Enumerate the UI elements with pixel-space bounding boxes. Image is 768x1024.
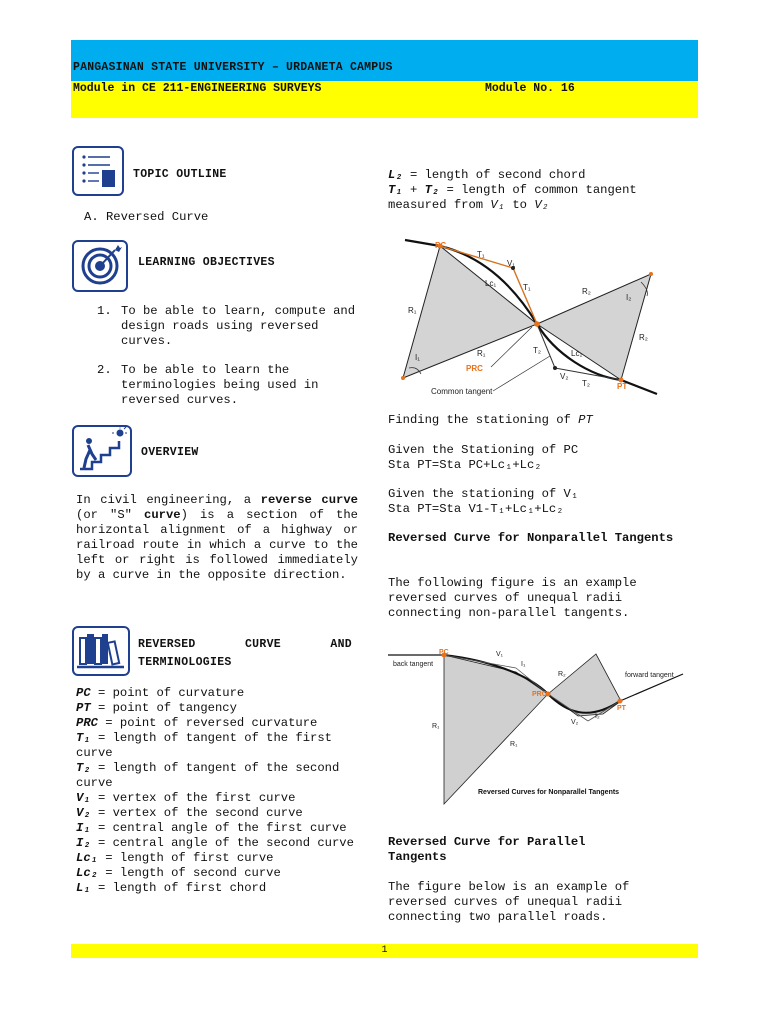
svg-text:R₁: R₁ [432, 723, 440, 730]
definition-item: V₂ = vertex of the second curve [76, 806, 303, 820]
formula-v1: Sta PT=Sta V1-T₁+Lc₁+Lc₂ [388, 502, 564, 516]
fig1-label: PC [435, 241, 447, 250]
overview-paragraph [76, 493, 358, 583]
definition-item: PRC = point of reversed curvature [76, 716, 318, 730]
definition-item: PC = point of curvature [76, 686, 245, 700]
definition-item: PT = point of tangency [76, 701, 237, 715]
definition-item: L₁ = length of first chord [76, 881, 267, 895]
definition-item: Lc₁ = length of first curve [76, 851, 274, 865]
learning-objectives-title: LEARNING OBJECTIVES [138, 256, 275, 269]
svg-text:Reversed Curves for Nonparalle: Reversed Curves for Nonparallel Tangents [478, 789, 620, 796]
overview-title: OVERVIEW [141, 446, 199, 459]
svg-text:back tangent: back tangent [393, 661, 434, 668]
books-icon [72, 626, 130, 676]
nonparallel-heading: Reversed Curve for Nonparallel Tangents [388, 531, 674, 545]
def: = length of second chord [402, 168, 586, 182]
definition-item: V₁ = vertex of the first curve [76, 791, 296, 805]
module-number: Module No. 16 [485, 82, 575, 95]
nonparallel-text: The following figure is an example reversed curves of unequal radii connecting non-parallel tangents. [388, 576, 637, 620]
title-word: REVERSED [138, 638, 196, 651]
definition-item: T₂ = length of tangent of the second curve [76, 761, 340, 790]
definition-item: I₂ = central angle of the second curve [76, 836, 354, 850]
svg-text:I₁: I₁ [415, 353, 420, 362]
svg-text:PC: PC [439, 649, 449, 656]
parallel-heading: Reversed Curve for Parallel Tangents [388, 835, 586, 864]
finding-stationing: Finding the stationing of PT [388, 413, 593, 427]
definitions-list [76, 686, 358, 896]
svg-text:I₂: I₂ [626, 293, 632, 302]
given-v1: Given the stationing of V₁ [388, 487, 579, 501]
page-number: 1 [381, 945, 388, 956]
footer-band [71, 944, 698, 958]
target-icon [72, 240, 128, 292]
svg-text:R₁: R₁ [477, 349, 486, 358]
outline-icon [72, 146, 124, 196]
svg-text:R₁: R₁ [510, 741, 518, 748]
svg-text:R₂: R₂ [582, 287, 591, 296]
reversed-curve-diagram [395, 236, 665, 400]
objective-num: 2. [97, 363, 112, 377]
formula-pc: Sta PT=Sta PC+Lc₁+Lc₂ [388, 458, 542, 472]
topic-outline-item: A. Reversed Curve [84, 210, 209, 224]
overview-text: ) is a section of the horizontal alignment of a highway or railroad route in which a curve to the left or right is followed immediately by a curve in the opposite direction. [76, 508, 358, 582]
common-tangent-definition: T₁ + T₂ = length of common tangent measured from V₁ to V₂ [388, 183, 637, 212]
overview-text: In civil engineering, a [76, 493, 252, 507]
definition-item: I₁ = central angle of the first curve [76, 821, 347, 835]
svg-text:Lc₂: Lc₂ [571, 349, 583, 358]
svg-text:R₂: R₂ [558, 671, 566, 678]
term: L₂ [388, 168, 403, 182]
definition-item: Lc₂ = length of second curve [76, 866, 281, 880]
svg-text:I₁: I₁ [521, 661, 526, 668]
svg-text:V₁: V₁ [496, 651, 504, 658]
objective-2 [97, 363, 357, 408]
parallel-text: The figure below is an example of reversed curves of unequal radii connecting two parallel roads. [388, 880, 630, 924]
svg-text:T₂: T₂ [582, 379, 590, 388]
svg-text:forward tangent: forward tangent [625, 672, 674, 679]
l2-definition [388, 168, 688, 183]
svg-text:T₁: T₁ [477, 250, 485, 259]
svg-text:T₁: T₁ [523, 283, 531, 292]
overview-bold: curve [144, 508, 181, 522]
svg-text:R₂: R₂ [639, 333, 648, 342]
svg-text:Lc₁: Lc₁ [485, 279, 497, 288]
title-word: CURVE [244, 638, 281, 651]
overview-bold: reverse curve [260, 493, 358, 507]
svg-text:Common tangent: Common tangent [431, 387, 493, 396]
svg-text:R₁: R₁ [408, 306, 417, 315]
svg-text:V₂: V₂ [560, 372, 569, 381]
topic-outline-title: TOPIC OUTLINE [133, 168, 227, 181]
nonparallel-diagram [388, 646, 688, 806]
objective-num: 1. [97, 304, 112, 318]
objective-text: To be able to learn, compute and design roads using reversed curves. [121, 304, 356, 348]
objective-1 [97, 304, 357, 349]
overview-text: (or "S" [76, 508, 132, 522]
module-course: Module in CE 211-ENGINEERING SURVEYS [73, 82, 322, 95]
title-word: TERMINOLOGIES [138, 656, 232, 669]
svg-text:I₂: I₂ [595, 713, 600, 720]
university-name: PANGASINAN STATE UNIVERSITY – URDANETA CAMPUS [73, 61, 393, 74]
svg-text:PRC: PRC [466, 364, 483, 373]
svg-text:T₂: T₂ [533, 346, 541, 355]
svg-text:PT: PT [617, 382, 628, 391]
svg-text:V₁: V₁ [507, 259, 516, 268]
terminologies-title [138, 636, 352, 672]
svg-text:PRC: PRC [532, 691, 547, 698]
svg-text:V₂: V₂ [571, 719, 579, 726]
objective-text: To be able to learn the terminologies being used in reversed curves. [121, 363, 319, 407]
definition-item: T₁ = length of tangent of the first curve [76, 731, 332, 760]
stairs-icon [72, 425, 132, 477]
svg-text:PT: PT [617, 705, 626, 712]
title-word: AND [330, 638, 352, 651]
given-pc: Given the Stationing of PC [388, 443, 579, 457]
